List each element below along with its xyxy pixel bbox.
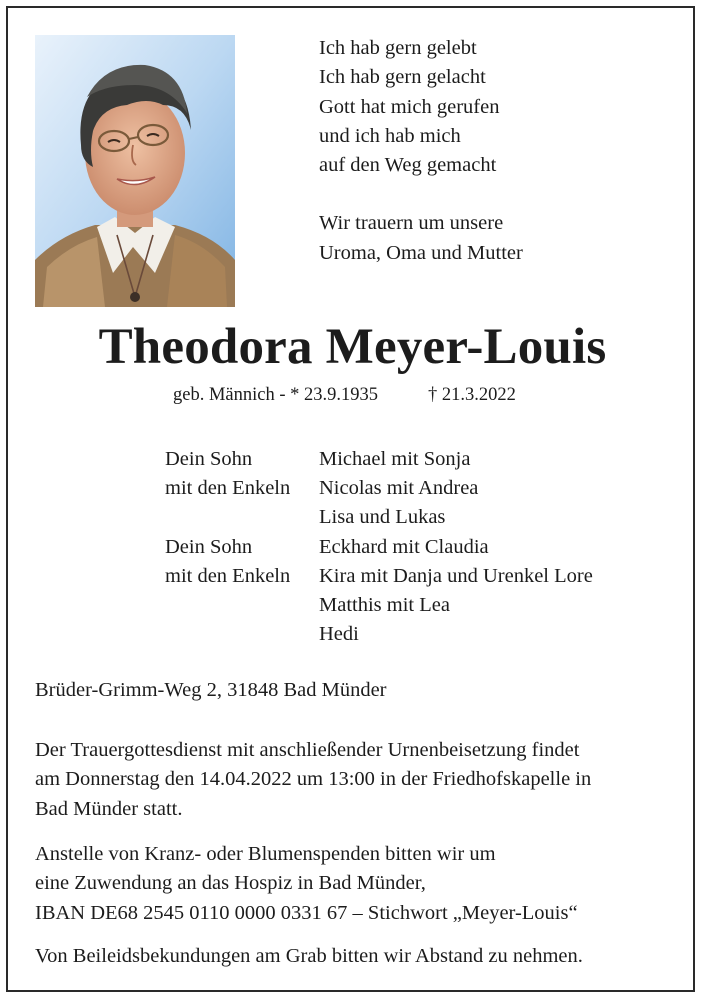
service-line: Bad Münder statt. [35,797,183,820]
poem-line: und ich hab mich [319,124,461,147]
family-relation: Dein Sohn [165,448,253,470]
donation-line: Anstelle von Kranz- oder Blumenspenden bitten wir um [35,843,496,865]
service-info [35,736,675,824]
birth-info: geb. Männich - * 23.9.1935 [173,385,379,405]
portrait-photo [35,35,235,307]
mourn-line: Uroma, Oma und Mutter [319,241,523,264]
donation-line: eine Zuwendung an das Hospiz in Bad Münder, [35,872,426,895]
service-line: am Donnerstag den 14.04.2022 um 13:00 in der Friedhofskapelle in [35,768,592,791]
life-dates [173,385,516,406]
deceased-name: Theodora Meyer-Louis [98,319,607,375]
closing-note: Von Beileidsbekundungen am Grab bitten wir Abstand zu nehmen. [35,945,583,967]
poem-line: Ich hab gern gelebt [319,37,477,59]
family-names: Michael mit Sonja [319,448,471,470]
poem [319,34,523,268]
donation-info [35,840,675,928]
family-names: Lisa und Lukas [319,506,446,529]
service-line: Der Trauergottesdienst mit anschließender Urnenbeisetzung findet [35,739,580,761]
family-relation: mit den Enkeln [165,564,291,587]
family-names: Hedi [319,623,359,646]
poem-line: Gott hat mich gerufen [319,95,500,118]
death-date: † 21.3.2022 [428,385,516,405]
donation-line: IBAN DE68 2545 0110 0000 0331 67 – Stichwort „Meyer-Louis“ [35,901,578,924]
poem-line: auf den Weg gemacht [319,154,497,177]
mourn-line: Wir trauern um unsere [319,212,504,235]
family-names: Eckhard mit Claudia [319,535,489,558]
family-names: Nicolas mit Andrea [319,477,479,500]
family-relation: Dein Sohn [165,535,253,558]
poem-line: Ich hab gern gelacht [319,66,486,89]
address: Brüder-Grimm-Weg 2, 31848 Bad Münder [35,679,387,701]
family-names: Kira mit Danja und Urenkel Lore [319,564,593,587]
family-relation: mit den Enkeln [165,477,291,500]
family-names: Matthis mit Lea [319,593,450,616]
